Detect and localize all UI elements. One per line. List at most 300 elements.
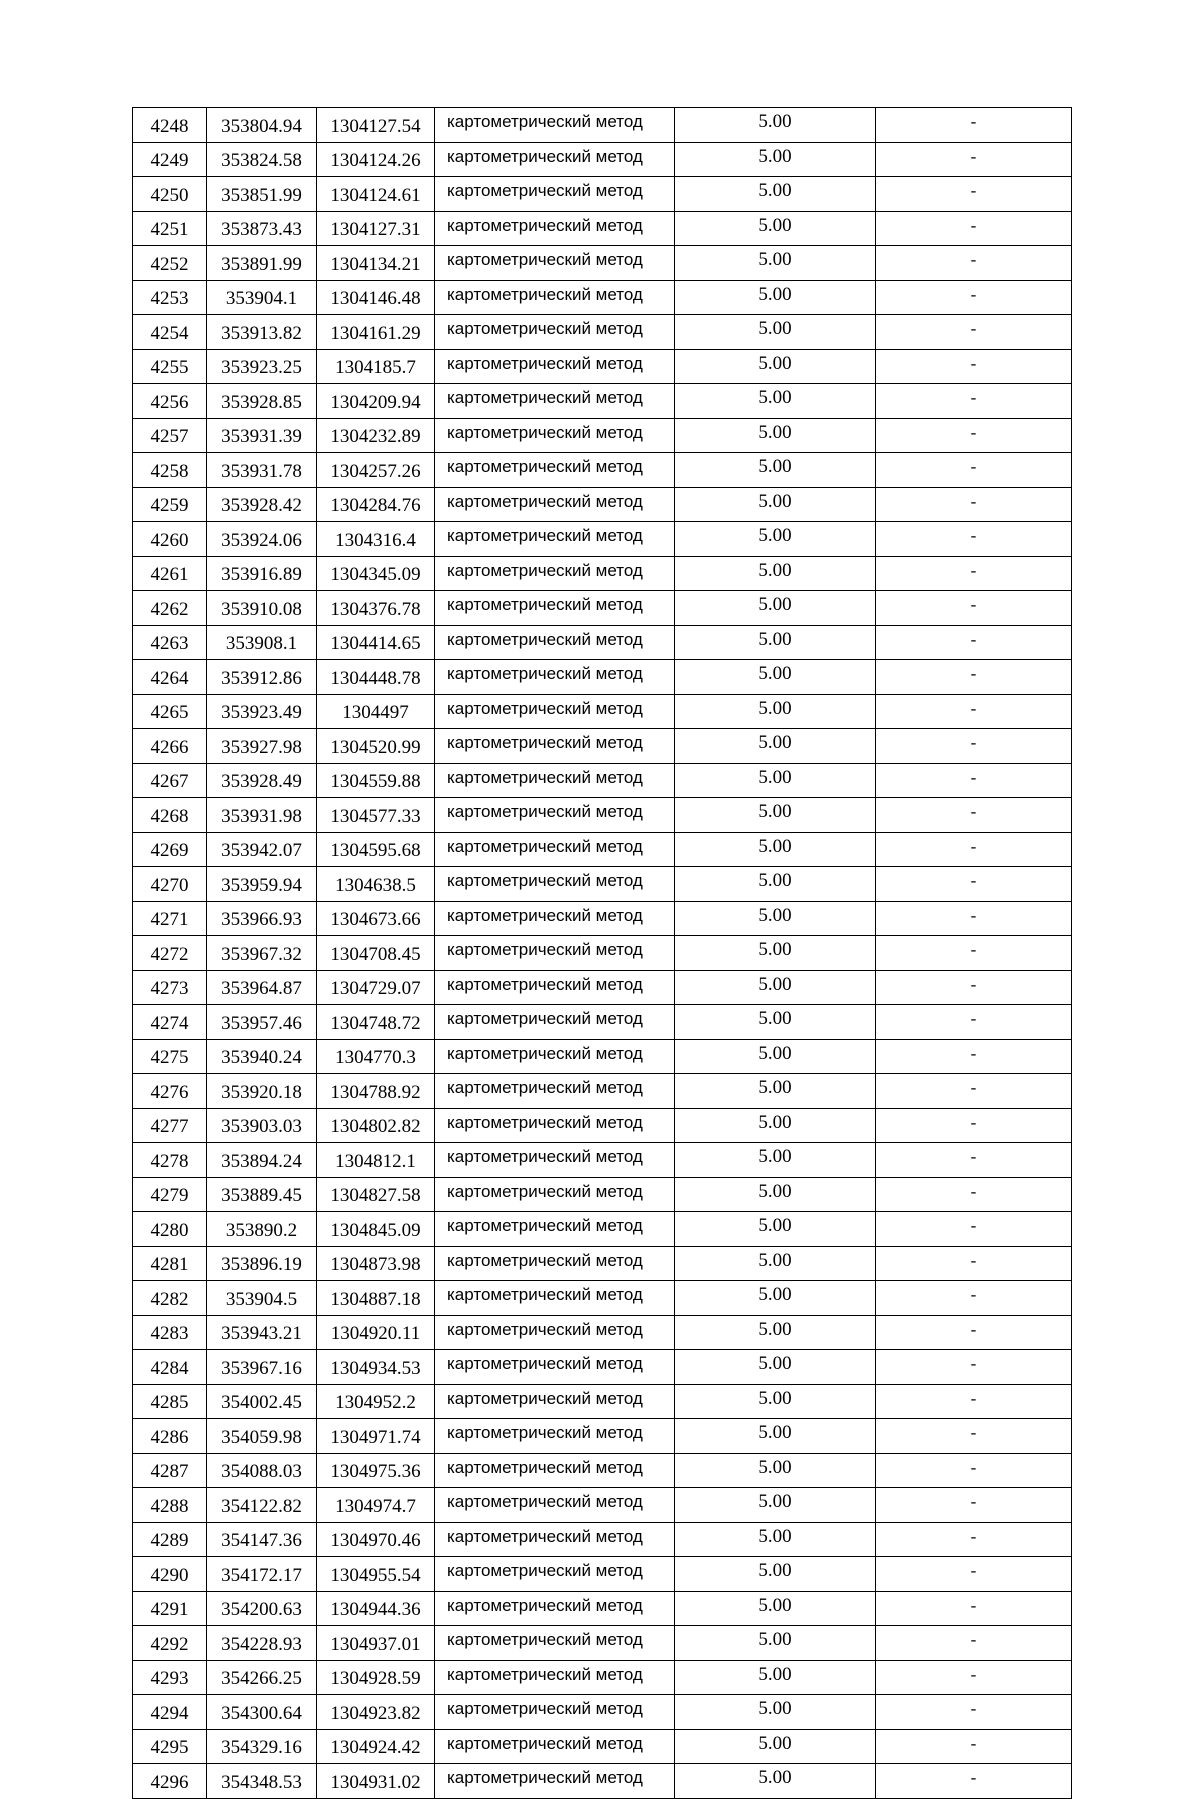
point-number-cell: 4257 [133, 418, 207, 453]
x-coordinate-cell: 353928.42 [207, 487, 317, 522]
note-cell: - [876, 625, 1072, 660]
table-row [133, 798, 1072, 833]
y-coordinate-cell: 1304376.78 [317, 591, 435, 626]
note-cell: - [876, 211, 1072, 246]
method-cell: картометрический метод [435, 211, 675, 246]
table-row [133, 1005, 1072, 1040]
accuracy-cell: 5.00 [675, 349, 876, 384]
y-coordinate-cell: 1304284.76 [317, 487, 435, 522]
method-cell: картометрический метод [435, 1384, 675, 1419]
point-number-cell: 4254 [133, 315, 207, 350]
accuracy-cell: 5.00 [675, 1281, 876, 1316]
x-coordinate-cell: 353916.89 [207, 556, 317, 591]
y-coordinate-cell: 1304934.53 [317, 1350, 435, 1385]
method-cell: картометрический метод [435, 1419, 675, 1454]
accuracy-cell: 5.00 [675, 1350, 876, 1385]
method-cell: картометрический метод [435, 936, 675, 971]
point-number-cell: 4264 [133, 660, 207, 695]
table-row [133, 280, 1072, 315]
table-row [133, 1108, 1072, 1143]
note-cell: - [876, 1764, 1072, 1799]
table-row [133, 1591, 1072, 1626]
accuracy-cell: 5.00 [675, 1695, 876, 1730]
accuracy-cell: 5.00 [675, 1384, 876, 1419]
note-cell: - [876, 936, 1072, 971]
method-cell: картометрический метод [435, 867, 675, 902]
x-coordinate-cell: 354059.98 [207, 1419, 317, 1454]
note-cell: - [876, 108, 1072, 143]
method-cell: картометрический метод [435, 1591, 675, 1626]
table-row [133, 487, 1072, 522]
y-coordinate-cell: 1304559.88 [317, 763, 435, 798]
point-number-cell: 4266 [133, 729, 207, 764]
method-cell: картометрический метод [435, 832, 675, 867]
note-cell: - [876, 867, 1072, 902]
y-coordinate-cell: 1304127.54 [317, 108, 435, 143]
y-coordinate-cell: 1304887.18 [317, 1281, 435, 1316]
method-cell: картометрический метод [435, 522, 675, 557]
point-number-cell: 4275 [133, 1039, 207, 1074]
table-row [133, 1350, 1072, 1385]
table-row [133, 556, 1072, 591]
table-row [133, 867, 1072, 902]
table-row [133, 1384, 1072, 1419]
table-row [133, 1453, 1072, 1488]
x-coordinate-cell: 353896.19 [207, 1246, 317, 1281]
point-number-cell: 4272 [133, 936, 207, 971]
note-cell: - [876, 1557, 1072, 1592]
note-cell: - [876, 1453, 1072, 1488]
x-coordinate-cell: 354300.64 [207, 1695, 317, 1730]
method-cell: картометрический метод [435, 487, 675, 522]
point-number-cell: 4287 [133, 1453, 207, 1488]
point-number-cell: 4276 [133, 1074, 207, 1109]
method-cell: картометрический метод [435, 1074, 675, 1109]
method-cell: картометрический метод [435, 1143, 675, 1178]
y-coordinate-cell: 1304124.61 [317, 177, 435, 212]
note-cell: - [876, 1695, 1072, 1730]
x-coordinate-cell: 353889.45 [207, 1177, 317, 1212]
table-row [133, 315, 1072, 350]
accuracy-cell: 5.00 [675, 660, 876, 695]
y-coordinate-cell: 1304748.72 [317, 1005, 435, 1040]
x-coordinate-cell: 353943.21 [207, 1315, 317, 1350]
accuracy-cell: 5.00 [675, 1143, 876, 1178]
point-number-cell: 4280 [133, 1212, 207, 1247]
point-number-cell: 4295 [133, 1729, 207, 1764]
x-coordinate-cell: 353890.2 [207, 1212, 317, 1247]
method-cell: картометрический метод [435, 246, 675, 281]
accuracy-cell: 5.00 [675, 487, 876, 522]
x-coordinate-cell: 353959.94 [207, 867, 317, 902]
point-number-cell: 4274 [133, 1005, 207, 1040]
x-coordinate-cell: 353894.24 [207, 1143, 317, 1178]
table-row [133, 1729, 1072, 1764]
method-cell: картометрический метод [435, 177, 675, 212]
note-cell: - [876, 694, 1072, 729]
x-coordinate-cell: 353940.24 [207, 1039, 317, 1074]
accuracy-cell: 5.00 [675, 556, 876, 591]
method-cell: картометрический метод [435, 1453, 675, 1488]
x-coordinate-cell: 353924.06 [207, 522, 317, 557]
method-cell: картометрический метод [435, 625, 675, 660]
x-coordinate-cell: 354329.16 [207, 1729, 317, 1764]
table-row [133, 1315, 1072, 1350]
method-cell: картометрический метод [435, 729, 675, 764]
accuracy-cell: 5.00 [675, 1557, 876, 1592]
note-cell: - [876, 970, 1072, 1005]
accuracy-cell: 5.00 [675, 418, 876, 453]
accuracy-cell: 5.00 [675, 625, 876, 660]
table-row [133, 418, 1072, 453]
accuracy-cell: 5.00 [675, 1419, 876, 1454]
y-coordinate-cell: 1304971.74 [317, 1419, 435, 1454]
y-coordinate-cell: 1304770.3 [317, 1039, 435, 1074]
point-number-cell: 4270 [133, 867, 207, 902]
table-row [133, 1281, 1072, 1316]
table-row [133, 1488, 1072, 1523]
x-coordinate-cell: 353927.98 [207, 729, 317, 764]
table-row [133, 246, 1072, 281]
accuracy-cell: 5.00 [675, 1074, 876, 1109]
table-row [133, 1557, 1072, 1592]
y-coordinate-cell: 1304928.59 [317, 1660, 435, 1695]
note-cell: - [876, 453, 1072, 488]
note-cell: - [876, 177, 1072, 212]
y-coordinate-cell: 1304937.01 [317, 1626, 435, 1661]
point-number-cell: 4263 [133, 625, 207, 660]
point-number-cell: 4259 [133, 487, 207, 522]
point-number-cell: 4278 [133, 1143, 207, 1178]
table-row [133, 142, 1072, 177]
method-cell: картометрический метод [435, 315, 675, 350]
accuracy-cell: 5.00 [675, 177, 876, 212]
method-cell: картометрический метод [435, 1488, 675, 1523]
point-number-cell: 4290 [133, 1557, 207, 1592]
y-coordinate-cell: 1304161.29 [317, 315, 435, 350]
y-coordinate-cell: 1304414.65 [317, 625, 435, 660]
x-coordinate-cell: 354266.25 [207, 1660, 317, 1695]
accuracy-cell: 5.00 [675, 1591, 876, 1626]
point-number-cell: 4281 [133, 1246, 207, 1281]
point-number-cell: 4255 [133, 349, 207, 384]
point-number-cell: 4269 [133, 832, 207, 867]
table-row [133, 522, 1072, 557]
accuracy-cell: 5.00 [675, 1660, 876, 1695]
y-coordinate-cell: 1304185.7 [317, 349, 435, 384]
point-number-cell: 4289 [133, 1522, 207, 1557]
accuracy-cell: 5.00 [675, 1212, 876, 1247]
x-coordinate-cell: 353891.99 [207, 246, 317, 281]
point-number-cell: 4260 [133, 522, 207, 557]
table-row [133, 729, 1072, 764]
x-coordinate-cell: 353928.49 [207, 763, 317, 798]
table-row [133, 108, 1072, 143]
note-cell: - [876, 1419, 1072, 1454]
x-coordinate-cell: 353923.25 [207, 349, 317, 384]
note-cell: - [876, 142, 1072, 177]
accuracy-cell: 5.00 [675, 1729, 876, 1764]
accuracy-cell: 5.00 [675, 315, 876, 350]
y-coordinate-cell: 1304802.82 [317, 1108, 435, 1143]
method-cell: картометрический метод [435, 108, 675, 143]
x-coordinate-cell: 353912.86 [207, 660, 317, 695]
x-coordinate-cell: 353873.43 [207, 211, 317, 246]
x-coordinate-cell: 353942.07 [207, 832, 317, 867]
table-row [133, 936, 1072, 971]
point-number-cell: 4252 [133, 246, 207, 281]
note-cell: - [876, 349, 1072, 384]
accuracy-cell: 5.00 [675, 1039, 876, 1074]
point-number-cell: 4294 [133, 1695, 207, 1730]
note-cell: - [876, 1246, 1072, 1281]
note-cell: - [876, 1384, 1072, 1419]
note-cell: - [876, 1591, 1072, 1626]
accuracy-cell: 5.00 [675, 142, 876, 177]
y-coordinate-cell: 1304595.68 [317, 832, 435, 867]
x-coordinate-cell: 354147.36 [207, 1522, 317, 1557]
table-row [133, 453, 1072, 488]
x-coordinate-cell: 353908.1 [207, 625, 317, 660]
method-cell: картометрический метод [435, 556, 675, 591]
accuracy-cell: 5.00 [675, 798, 876, 833]
accuracy-cell: 5.00 [675, 1108, 876, 1143]
method-cell: картометрический метод [435, 1246, 675, 1281]
point-number-cell: 4250 [133, 177, 207, 212]
method-cell: картометрический метод [435, 453, 675, 488]
x-coordinate-cell: 353928.85 [207, 384, 317, 419]
y-coordinate-cell: 1304673.66 [317, 901, 435, 936]
point-number-cell: 4293 [133, 1660, 207, 1695]
point-number-cell: 4284 [133, 1350, 207, 1385]
accuracy-cell: 5.00 [675, 1005, 876, 1040]
method-cell: картометрический метод [435, 384, 675, 419]
accuracy-cell: 5.00 [675, 211, 876, 246]
point-number-cell: 4248 [133, 108, 207, 143]
x-coordinate-cell: 353851.99 [207, 177, 317, 212]
method-cell: картометрический метод [435, 970, 675, 1005]
y-coordinate-cell: 1304920.11 [317, 1315, 435, 1350]
method-cell: картометрический метод [435, 591, 675, 626]
x-coordinate-cell: 353931.78 [207, 453, 317, 488]
point-number-cell: 4277 [133, 1108, 207, 1143]
y-coordinate-cell: 1304127.31 [317, 211, 435, 246]
x-coordinate-cell: 353964.87 [207, 970, 317, 1005]
note-cell: - [876, 280, 1072, 315]
point-number-cell: 4283 [133, 1315, 207, 1350]
y-coordinate-cell: 1304257.26 [317, 453, 435, 488]
accuracy-cell: 5.00 [675, 763, 876, 798]
method-cell: картометрический метод [435, 1522, 675, 1557]
method-cell: картометрический метод [435, 1108, 675, 1143]
table-row [133, 349, 1072, 384]
accuracy-cell: 5.00 [675, 901, 876, 936]
accuracy-cell: 5.00 [675, 1488, 876, 1523]
table-row [133, 625, 1072, 660]
y-coordinate-cell: 1304316.4 [317, 522, 435, 557]
table-row [133, 1522, 1072, 1557]
table-row [133, 1626, 1072, 1661]
point-number-cell: 4286 [133, 1419, 207, 1454]
x-coordinate-cell: 354228.93 [207, 1626, 317, 1661]
method-cell: картометрический метод [435, 1177, 675, 1212]
table-row [133, 660, 1072, 695]
accuracy-cell: 5.00 [675, 1764, 876, 1799]
x-coordinate-cell: 353967.16 [207, 1350, 317, 1385]
note-cell: - [876, 1108, 1072, 1143]
y-coordinate-cell: 1304952.2 [317, 1384, 435, 1419]
accuracy-cell: 5.00 [675, 832, 876, 867]
note-cell: - [876, 763, 1072, 798]
y-coordinate-cell: 1304788.92 [317, 1074, 435, 1109]
table-row [133, 591, 1072, 626]
accuracy-cell: 5.00 [675, 591, 876, 626]
y-coordinate-cell: 1304638.5 [317, 867, 435, 902]
point-number-cell: 4262 [133, 591, 207, 626]
y-coordinate-cell: 1304827.58 [317, 1177, 435, 1212]
note-cell: - [876, 1039, 1072, 1074]
method-cell: картометрический метод [435, 1557, 675, 1592]
note-cell: - [876, 798, 1072, 833]
y-coordinate-cell: 1304708.45 [317, 936, 435, 971]
method-cell: картометрический метод [435, 798, 675, 833]
y-coordinate-cell: 1304577.33 [317, 798, 435, 833]
accuracy-cell: 5.00 [675, 384, 876, 419]
accuracy-cell: 5.00 [675, 1177, 876, 1212]
point-number-cell: 4267 [133, 763, 207, 798]
x-coordinate-cell: 354172.17 [207, 1557, 317, 1592]
note-cell: - [876, 522, 1072, 557]
coordinates-table-body [133, 108, 1072, 1799]
note-cell: - [876, 246, 1072, 281]
note-cell: - [876, 1177, 1072, 1212]
table-row [133, 694, 1072, 729]
method-cell: картометрический метод [435, 280, 675, 315]
method-cell: картометрический метод [435, 763, 675, 798]
coordinates-table [132, 107, 1072, 1799]
note-cell: - [876, 1660, 1072, 1695]
y-coordinate-cell: 1304873.98 [317, 1246, 435, 1281]
method-cell: картометрический метод [435, 1039, 675, 1074]
method-cell: картометрический метод [435, 1626, 675, 1661]
table-row [133, 763, 1072, 798]
point-number-cell: 4258 [133, 453, 207, 488]
note-cell: - [876, 660, 1072, 695]
x-coordinate-cell: 354348.53 [207, 1764, 317, 1799]
accuracy-cell: 5.00 [675, 970, 876, 1005]
point-number-cell: 4279 [133, 1177, 207, 1212]
accuracy-cell: 5.00 [675, 729, 876, 764]
y-coordinate-cell: 1304345.09 [317, 556, 435, 591]
table-row [133, 1212, 1072, 1247]
method-cell: картометрический метод [435, 418, 675, 453]
method-cell: картометрический метод [435, 1315, 675, 1350]
x-coordinate-cell: 353904.1 [207, 280, 317, 315]
point-number-cell: 4249 [133, 142, 207, 177]
accuracy-cell: 5.00 [675, 280, 876, 315]
point-number-cell: 4288 [133, 1488, 207, 1523]
point-number-cell: 4253 [133, 280, 207, 315]
x-coordinate-cell: 353957.46 [207, 1005, 317, 1040]
note-cell: - [876, 556, 1072, 591]
point-number-cell: 4268 [133, 798, 207, 833]
x-coordinate-cell: 353910.08 [207, 591, 317, 626]
y-coordinate-cell: 1304209.94 [317, 384, 435, 419]
table-row [133, 177, 1072, 212]
x-coordinate-cell: 353967.32 [207, 936, 317, 971]
note-cell: - [876, 729, 1072, 764]
x-coordinate-cell: 354122.82 [207, 1488, 317, 1523]
x-coordinate-cell: 353931.39 [207, 418, 317, 453]
y-coordinate-cell: 1304931.02 [317, 1764, 435, 1799]
y-coordinate-cell: 1304970.46 [317, 1522, 435, 1557]
table-row [133, 211, 1072, 246]
point-number-cell: 4282 [133, 1281, 207, 1316]
point-number-cell: 4251 [133, 211, 207, 246]
y-coordinate-cell: 1304124.26 [317, 142, 435, 177]
note-cell: - [876, 418, 1072, 453]
y-coordinate-cell: 1304923.82 [317, 1695, 435, 1730]
table-row [133, 1695, 1072, 1730]
x-coordinate-cell: 353913.82 [207, 315, 317, 350]
accuracy-cell: 5.00 [675, 1453, 876, 1488]
x-coordinate-cell: 353923.49 [207, 694, 317, 729]
table-row [133, 1177, 1072, 1212]
note-cell: - [876, 1143, 1072, 1178]
note-cell: - [876, 591, 1072, 626]
method-cell: картометрический метод [435, 142, 675, 177]
table-row [133, 970, 1072, 1005]
y-coordinate-cell: 1304448.78 [317, 660, 435, 695]
x-coordinate-cell: 353824.58 [207, 142, 317, 177]
method-cell: картометрический метод [435, 1729, 675, 1764]
x-coordinate-cell: 353904.5 [207, 1281, 317, 1316]
method-cell: картометрический метод [435, 1350, 675, 1385]
method-cell: картометрический метод [435, 1005, 675, 1040]
point-number-cell: 4292 [133, 1626, 207, 1661]
y-coordinate-cell: 1304232.89 [317, 418, 435, 453]
note-cell: - [876, 1729, 1072, 1764]
x-coordinate-cell: 353920.18 [207, 1074, 317, 1109]
y-coordinate-cell: 1304975.36 [317, 1453, 435, 1488]
x-coordinate-cell: 353931.98 [207, 798, 317, 833]
note-cell: - [876, 1522, 1072, 1557]
y-coordinate-cell: 1304974.7 [317, 1488, 435, 1523]
accuracy-cell: 5.00 [675, 867, 876, 902]
y-coordinate-cell: 1304944.36 [317, 1591, 435, 1626]
note-cell: - [876, 832, 1072, 867]
note-cell: - [876, 384, 1072, 419]
note-cell: - [876, 1212, 1072, 1247]
point-number-cell: 4285 [133, 1384, 207, 1419]
point-number-cell: 4261 [133, 556, 207, 591]
accuracy-cell: 5.00 [675, 936, 876, 971]
table-row [133, 1246, 1072, 1281]
table-row [133, 1039, 1072, 1074]
note-cell: - [876, 1074, 1072, 1109]
note-cell: - [876, 901, 1072, 936]
note-cell: - [876, 1281, 1072, 1316]
x-coordinate-cell: 354200.63 [207, 1591, 317, 1626]
point-number-cell: 4265 [133, 694, 207, 729]
method-cell: картометрический метод [435, 1764, 675, 1799]
accuracy-cell: 5.00 [675, 1246, 876, 1281]
x-coordinate-cell: 353804.94 [207, 108, 317, 143]
table-row [133, 1660, 1072, 1695]
y-coordinate-cell: 1304146.48 [317, 280, 435, 315]
method-cell: картометрический метод [435, 349, 675, 384]
method-cell: картометрический метод [435, 1695, 675, 1730]
